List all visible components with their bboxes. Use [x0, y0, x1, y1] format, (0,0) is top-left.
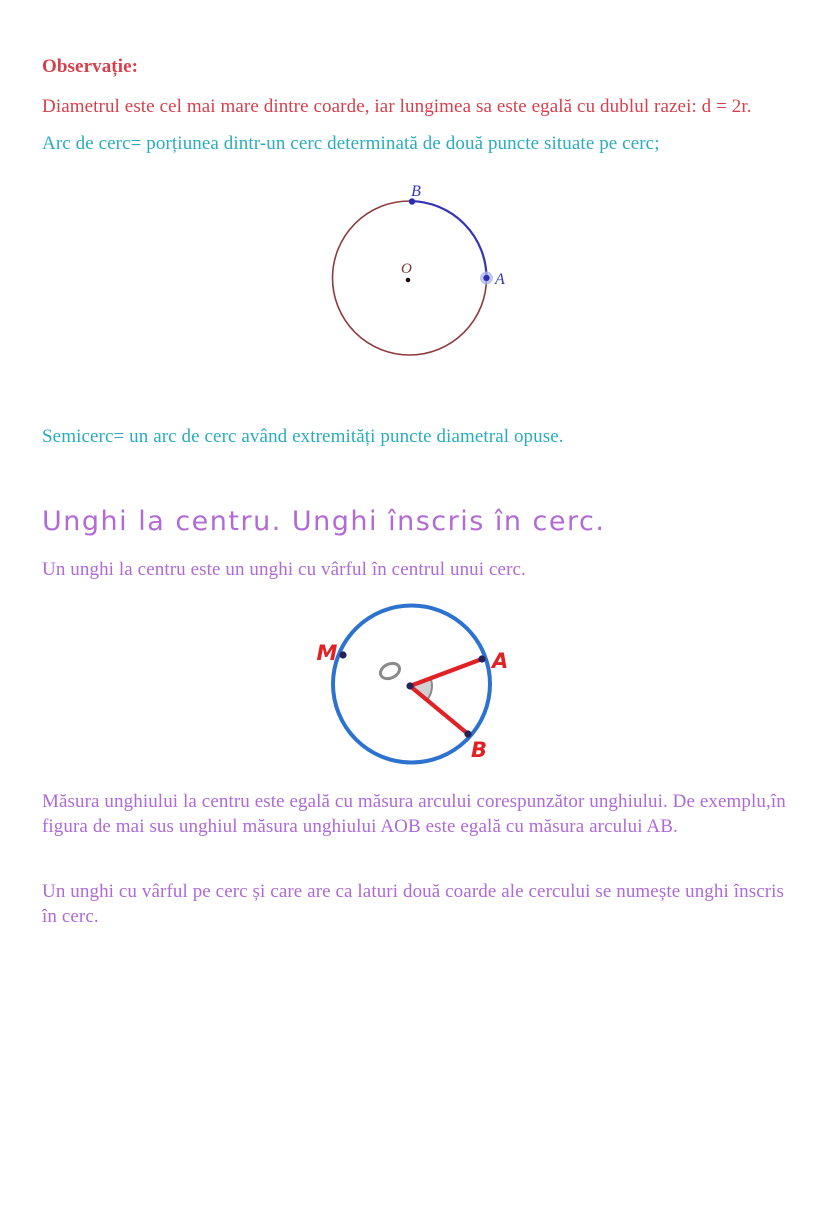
label-m: M: [316, 641, 338, 665]
section-heading: Unghi la centru. Unghi înscris în cerc.: [42, 506, 606, 537]
point-a-dot: [478, 655, 485, 662]
label-o: O: [401, 261, 412, 277]
central-angle-definition: Un unghi la centru este un unghi cu vârful în centrul unui cerc.: [42, 559, 526, 580]
center-o-mark: [378, 660, 402, 681]
ray-oa: [410, 659, 482, 686]
label-a: A: [492, 649, 509, 673]
central-angle-measure-paragraph: Măsura unghiului la centru este egală cu măsura arcului corespunzător unghiului. De exemplu,în figura de mai sus unghiul măsura unghiului AOB este egală cu măsura arcului AB.: [42, 791, 786, 837]
point-m-dot: [339, 651, 346, 658]
label-a: A: [495, 271, 505, 288]
arc-ab: [411, 201, 487, 278]
label-b: B: [411, 183, 421, 200]
center-o-dot: [406, 278, 411, 283]
circle-arc-figure: [300, 168, 550, 368]
vertex-dot: [406, 682, 413, 689]
diameter-note: Diametrul este cel mai mare dintre coarde, iar lungimea sa este egală cu dublul razei: d = 2r.: [42, 96, 752, 117]
semicircle-definition: Semicerc= un arc de cerc având extremități puncte diametral opuse.: [42, 426, 564, 447]
point-b-dot: [464, 730, 471, 737]
point-a-dot: [483, 275, 489, 281]
arc-definition: Arc de cerc= porțiunea dintr-un cerc determinată de două puncte situate pe cerc;: [42, 133, 660, 154]
ray-ob: [410, 686, 468, 734]
inscribed-angle-definition: Un unghi cu vârful pe cerc și care are ca laturi două coarde ale cercului se numește unghi înscris în cerc.: [42, 881, 785, 927]
observation-heading: Observație:: [42, 56, 139, 77]
label-b: B: [470, 738, 488, 762]
central-angle-figure: [295, 588, 545, 778]
